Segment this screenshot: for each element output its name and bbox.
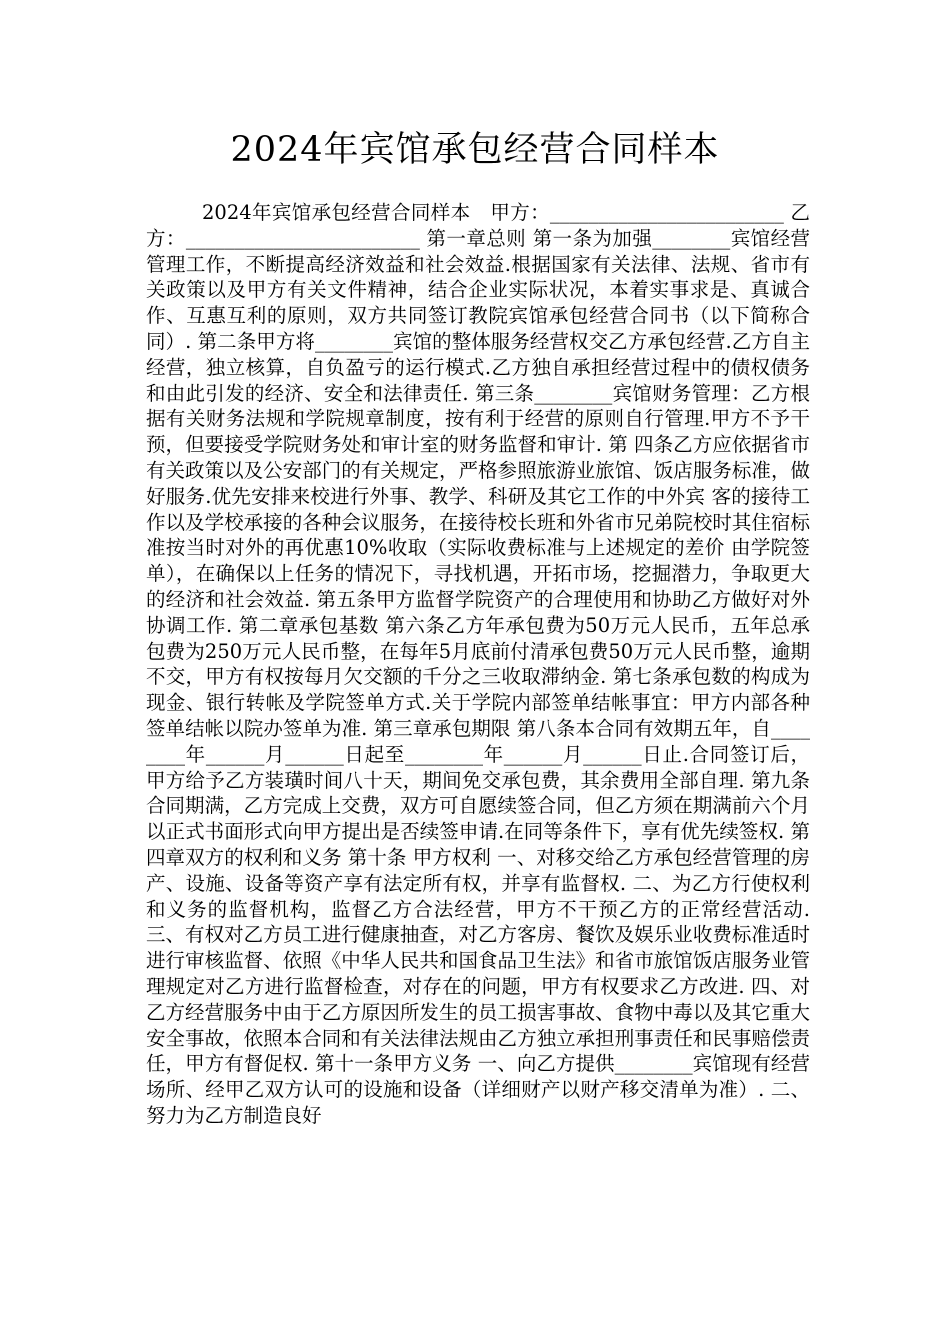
document-title: 2024年宾馆承包经营合同样本 — [230, 130, 720, 170]
document-body: 2024年宾馆承包经营合同样本 甲方：________________________ 乙方：________________________ 第一章总则 第一条为加强________宾馆经营管理工作，不断提高经济效益和社会效益.根据国家有关法律、法规、省市有关政策以及甲方有关文件精神，结合企业实际状况，本着实事求是、真诚合作、互惠互利的原则，双方共同签订教院宾馆承包经营合同书（以下简称合同）. 第二条甲方将________宾馆的整体服务经营权交乙方承包经营.乙方自主经营，独立核算，自负盈亏的运行模式.乙方独自承担经营过程中的债权债务和由此引发的经济、安全和法律责任. 第三条________宾馆财务管理：乙方根据有关财务法规和学院规章制度，按有利于经营的原则自行管理.甲方不予干预，但要接受学院财务处和审计室的财务监督和审计. 第 四条乙方应依据省市有关政策以及公安部门的有关规定，严格参照旅游业旅馆、饭店服务标准，做好服务.优先安排来校进行外事、教学、科研及其它工作的中外宾 客的接待工作以及学校承接的各种会议服务，在接待校长班和外省市兄弟院校时其住宿标准按当时对外的再优惠10%收取（实际收费标准与上述规定的差价 由学院签单），在确保以上任务的情况下，寻找机遇，开拓市场，挖掘潜力，争取更大的经济和社会效益. 第五条甲方监督学院资产的合理使用和协助乙方做好对外协调工作. 第二章承包基数 第六条乙方年承包费为50万元人民币，五年总承包费为250万元人民币整，在每年5月底前付清承包费50万元人民币整，逾期不交，甲方有权按每月欠交额的千分之三收取滞纳金. 第七条承包数的构成为现金、银行转帐及学院签单方式.关于学院内部签单结帐事宜：甲方内部各种签单结帐以院办签单为准. 第三章承包期限 第八条本合同有效期五年，自________年______月______日起至________年______月______日止.合同签订后，甲方给予乙方装璜时间八十天，期间免交承包费，其余费用全部自理. 第九条合同期满，乙方完成上交费，双方可自愿续签合同，但乙方须在期满前六个月以正式书面形式向甲方提出是否续签申请.在同等条件下，享有优先续签权. 第四章双方的权利和义务 第十条 甲方权利 一、对移交给乙方承包经营管理的房产、设施、设备等资产享有法定所有权，并享有监督权. 二、为乙方行使权利和义务的监督机构，监督乙方合法经营，甲方不干预乙方的正常经营活动. 三、有权对乙方员工进行健康抽查，对乙方客房、餐饮及娱乐业收费标准适时进行审核监督、依照《中华人民共和国食品卫生法》和省市旅馆饭店服务业管理规定对乙方进行监督检查，对存在的问题，甲方有权要求乙方改进. 四、对乙方经营服务中由于乙方原因所发生的员工损害事故、食物中毒以及其它重大安全事故，依照本合同和有关法律法规由乙方独立承担刑事责任和民事赔偿责任，甲方有督促权. 第十一条甲方义务 一、向乙方提供________宾馆现有经营场所、经甲乙双方认可的设施和设备（详细财产以财产移交清单为准）. 二、努力为乙方制造良好 — [146, 201, 810, 1127]
